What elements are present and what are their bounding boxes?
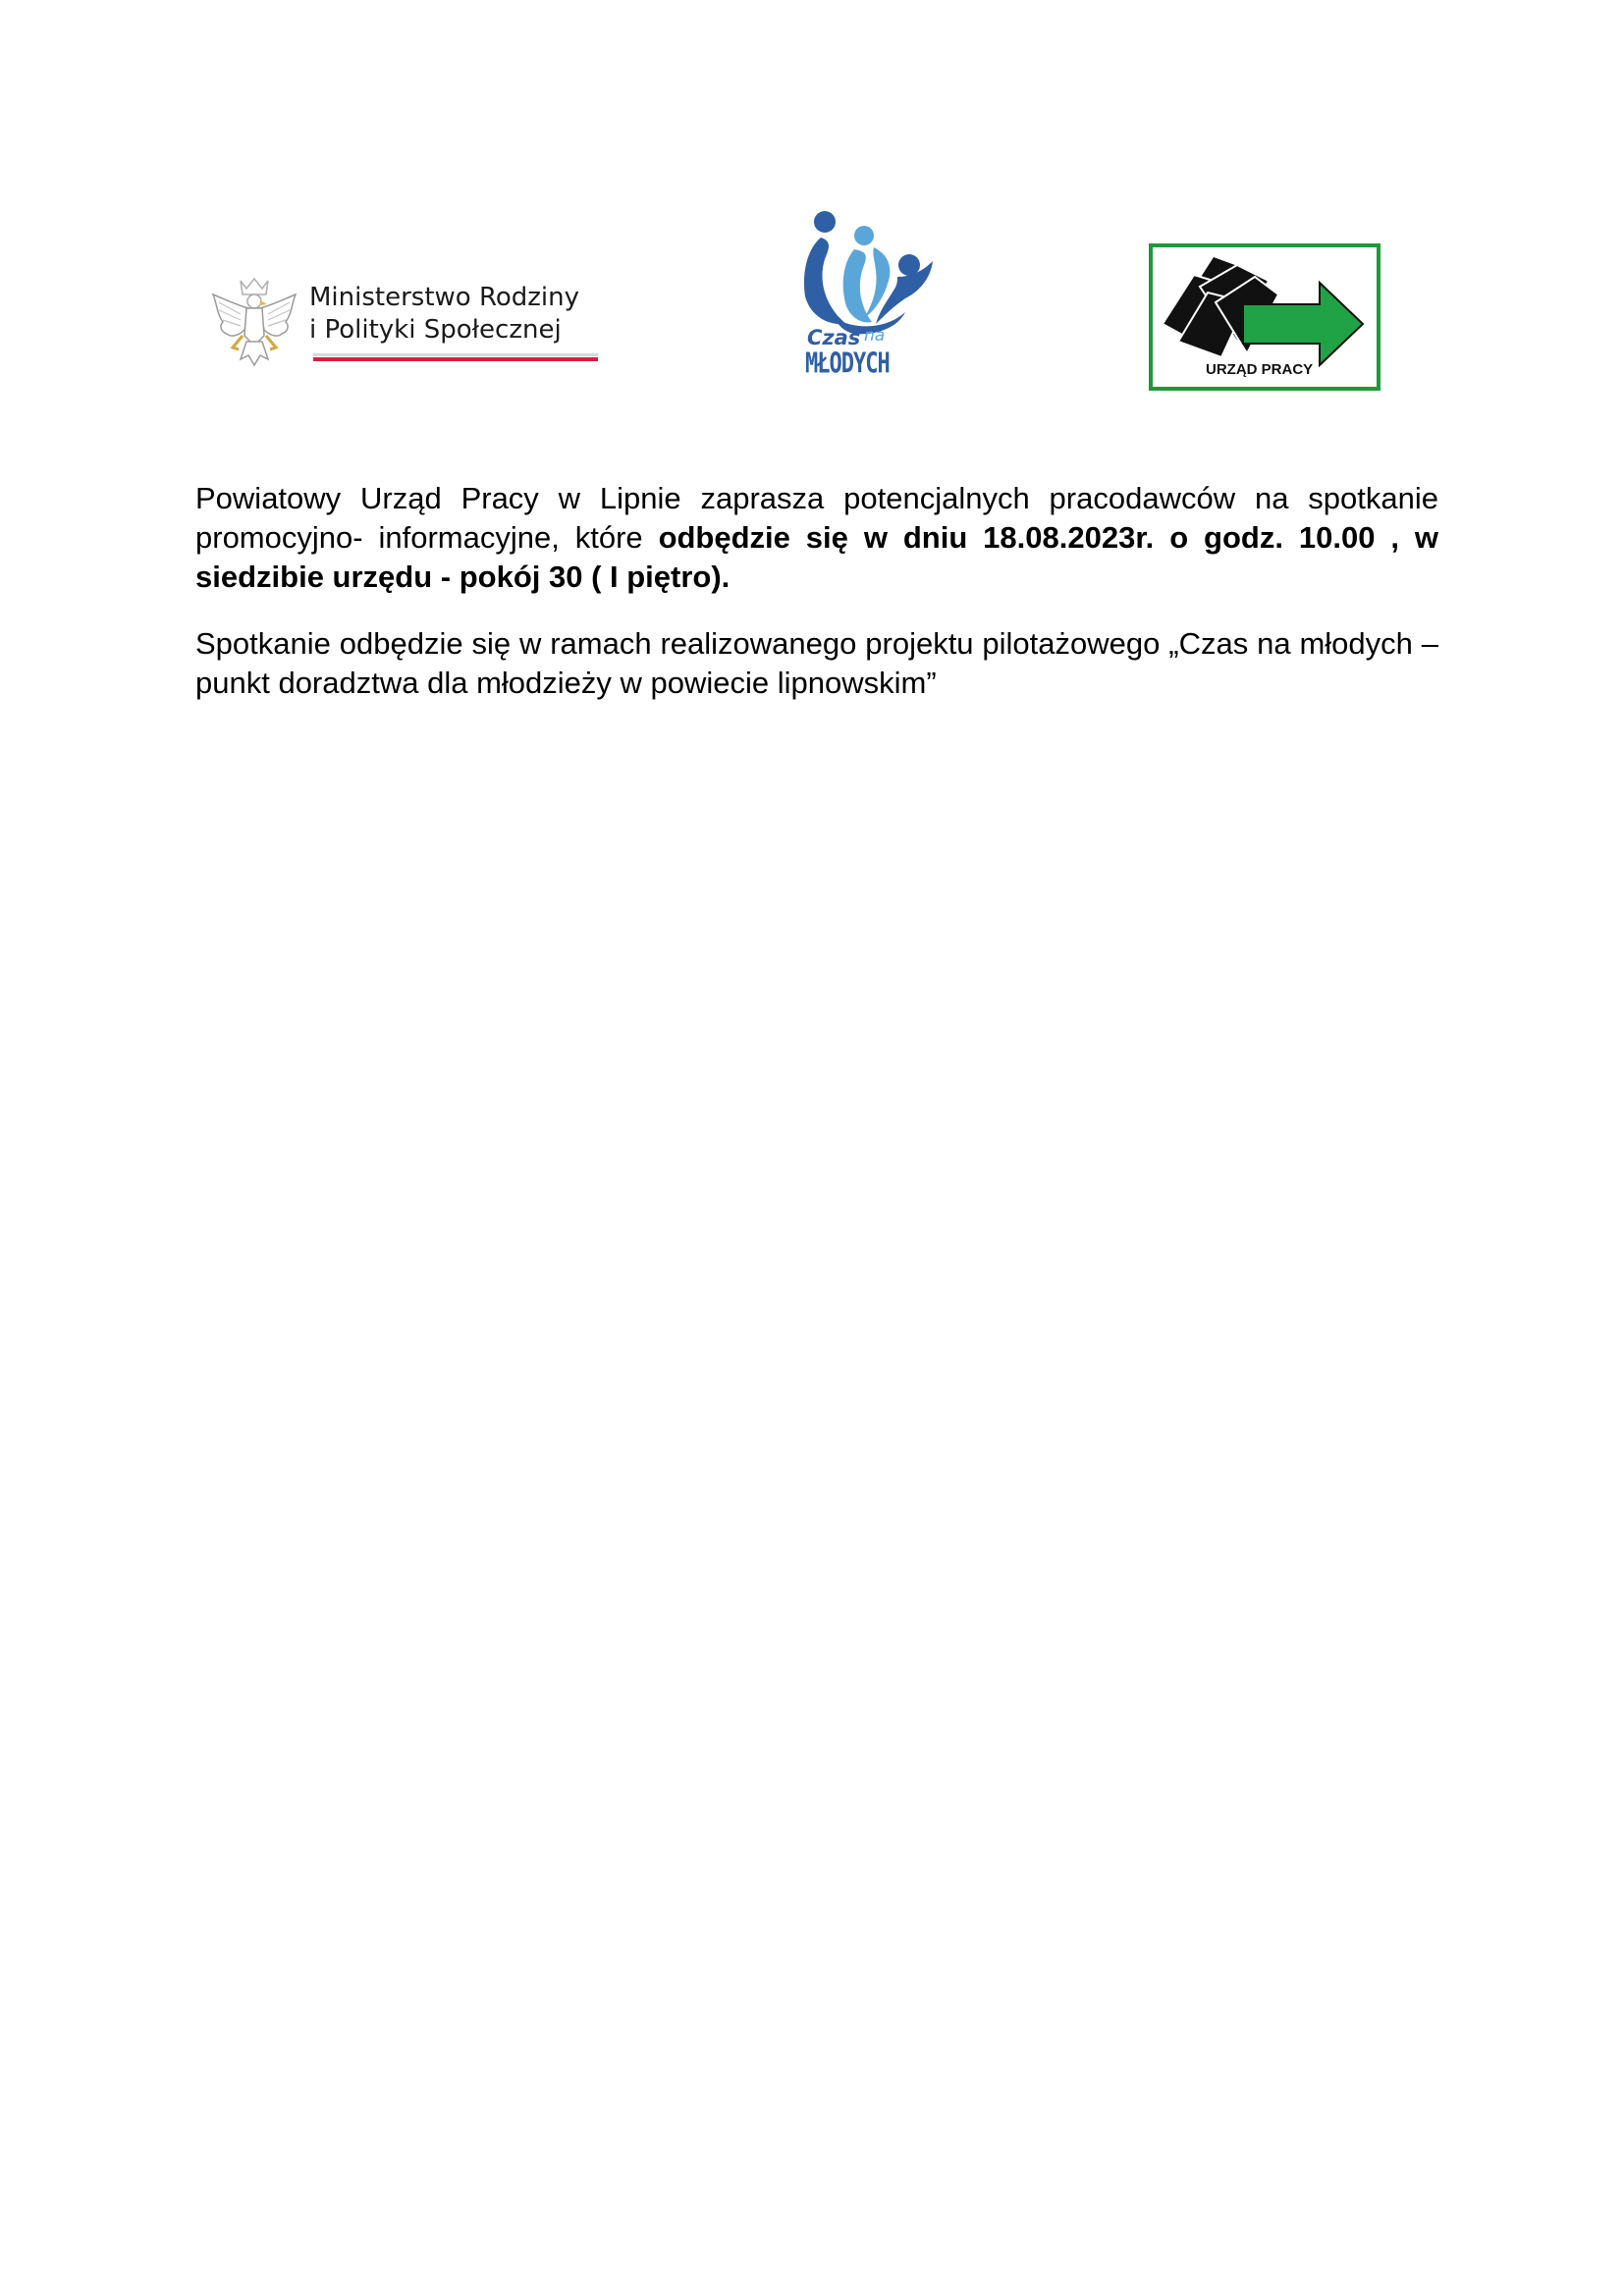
ministry-name-line1: Ministerstwo Rodziny	[309, 283, 580, 312]
flag-bar-red	[313, 357, 598, 361]
flag-bar-white	[313, 353, 598, 356]
people-figures-icon	[795, 208, 943, 336]
mlodych-word: MŁODYCH	[805, 348, 890, 381]
urzad-pracy-logo	[1149, 243, 1380, 391]
ministry-name	[309, 282, 579, 347]
project-paragraph: Spotkanie odbędzie się w ramach realizowanego projektu pilotażowego „Czas na młodych – punkt doradztwa dla młodzieży w powiecie lipnowskim”	[195, 626, 1438, 700]
invitation-text: Powiatowy Urząd Pracy w Lipnie zaprasza potencjalnych pracodawców na spotkanie promocyjno- informacyjne, które	[195, 481, 1438, 555]
eagle-emblem-icon	[211, 275, 298, 371]
invitation-paragraph	[195, 479, 1438, 597]
urzad-pracy-label: URZĄD PRACY	[1206, 361, 1314, 378]
meeting-details: odbędzie się w dniu 18.08.2023r. o godz. 10.00 , w siedzibie urzędu - pokój 30 ( I piętro).	[195, 520, 1438, 594]
na-word: na	[864, 326, 886, 346]
czas-word: Czas	[807, 326, 861, 349]
ministry-logo	[211, 270, 599, 378]
czas-na-mlodych-logo	[795, 208, 943, 385]
ministry-name-line2: i Polityki Społecznej	[309, 315, 562, 345]
